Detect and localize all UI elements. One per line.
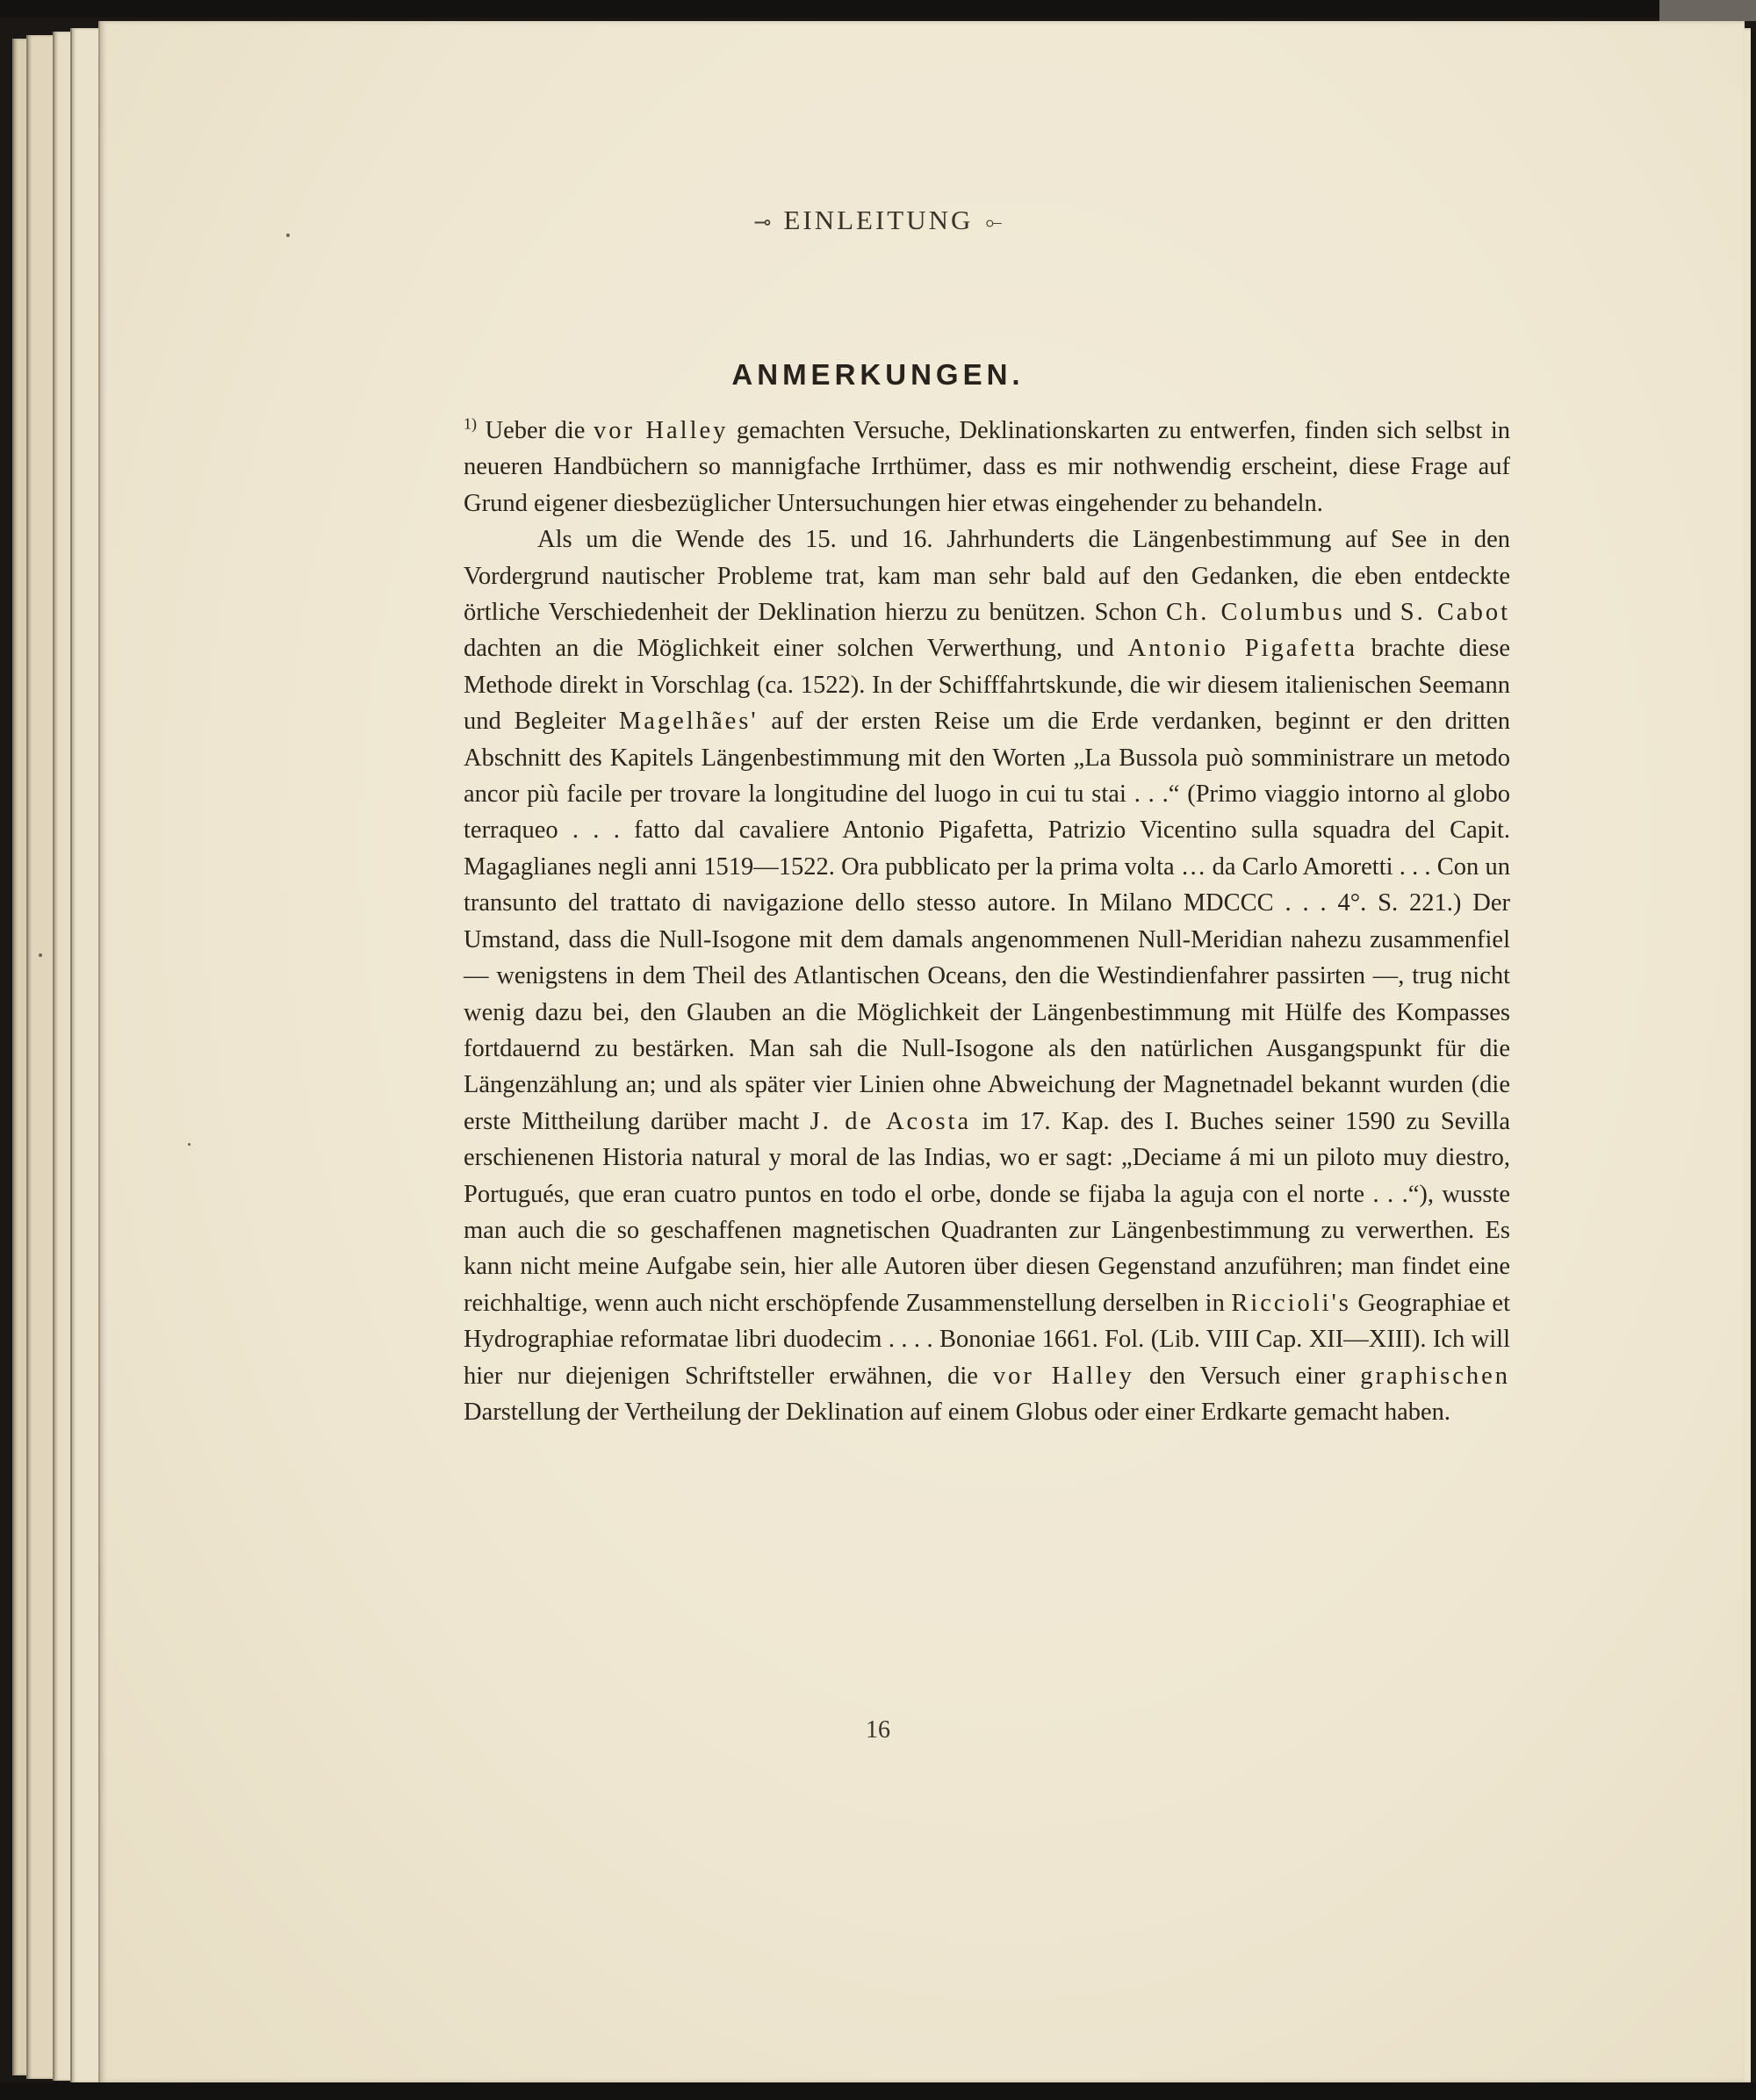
paper-speck (39, 953, 42, 957)
text-run: Geographiae et Hydrographiae reformatae libri duodecim . . . . Bononiae 1661. Fol. (Lib. VIII Cap. XII—XIII). Ich will hier nur diejenigen Schriftsteller erwähnen, die (464, 1289, 1510, 1390)
text-run: brachte diese Methode direkt in Vorschlag (ca. 1522). In der Schifffahrtskunde, die wir diesem italienischen Seemann und Begleiter (464, 635, 1511, 736)
footnote-mark: 1) (464, 414, 477, 433)
paragraph (464, 521, 1510, 1430)
running-head-text: EINLEITUNG (783, 205, 974, 235)
spaced-name: Magelhães' (618, 708, 759, 736)
text-run: gemachten Versuche, Deklinationskarten zu entwerfen, finden sich selbst in neueren Handbüchern so mannigfache Irrthümer, dass es mir nothwendig erscheint, diese Frage auf Grund eigener diesbezüglicher Untersuchungen hier etwas eingehender zu behandeln. (464, 417, 1510, 517)
spaced-name: Ch. Columbus (1166, 599, 1345, 627)
running-head (0, 205, 1756, 236)
text-run: Ueber die (485, 417, 594, 444)
text-run: auf der ersten Reise um die Erde verdanken, beginnt er den dritten Abschnitt des Kapitels Längenbestimmung mit den Worten „La Bussola può somministrare un metodo ancor più facile per trovare la longitudine del luogo in cui tu stai . . .“ (Primo viaggio intorno al globo terraqueo . . . fatto dal cavaliere Antonio Pigafetta, Patrizio Vicentino sulla squadra del Capit. Magaglianes negli anni 1519—1522. Ora pubblicato per la prima volta … da Carlo Amoretti . . . Con un transunto del trattato di navigazione dello stesso autore. In Milano MDCCC . . . 4°. S. 221.) Der Umstand, dass die Null-Isogone mit dem damals angenommenen Null-Meridian nahezu zusammenfiel — wenigstens in dem Theil des Atlantischen Oceans, den die Westindienfahrer passirten —, trug nicht wenig dazu bei, den Glauben an die Möglichkeit der Längenbestimmung mit Hülfe des Kompasses fortdauernd zu bestärken. Man sah die Null-Isogone als den natürlichen Ausgangspunkt für die Längenzählung an; und als später vier Linien ohne Abweichung der Magnetnadel bekannt wurden (die erste Mittheilung darüber macht (464, 708, 1510, 1135)
spaced-name: J. de Acosta (810, 1107, 972, 1135)
spaced-name: vor Halley (992, 1362, 1134, 1390)
section-title: ANMERKUNGEN. (731, 358, 1025, 391)
text-run: Darstellung der Vertheilung der Deklination auf einem Globus oder einer Erdkarte gemacht haben. (464, 1398, 1451, 1426)
spaced-name: graphischen (1360, 1362, 1510, 1390)
spaced-name: S. Cabot (1400, 599, 1510, 627)
spaced-name: vor Halley (593, 417, 729, 444)
ornament-right-icon: ⟜ (985, 212, 1003, 234)
text-run: dachten an die Möglichkeit einer solchen Verwerthung, und (464, 635, 1128, 663)
spaced-name: Riccioli's (1231, 1289, 1351, 1317)
footnote-body (464, 413, 1510, 1430)
text-run: und (1344, 599, 1400, 627)
scanner-background-bottom (0, 2082, 1756, 2100)
scanner-background-top (0, 0, 1756, 18)
text-run: Als um die Wende des 15. und 16. Jahrhunderts die Längenbestimmung auf See in den Vordergrund nautischer Probleme trat, kam man sehr bald auf den Gedanken, die eben entdeckte örtliche Verschiedenheit der Deklination hierzu zu benützen. Schon (464, 526, 1510, 627)
text-run: im 17. Kap. des I. Buches seiner 1590 zu Sevilla erschienenen Historia natural y moral de las Indias, wo er sagt: „Deciame á mi un piloto muy diestro, Portugués, que eran cuatro puntos en todo el orbe, donde se fijaba la aguja con el norte . . .“), wusste man auch die so geschaffenen magnetischen Quadranten zur Längenbestimmung zu verwerthen. Es kann nicht meine Aufgabe sein, hier alle Autoren über diesen Gegenstand anzuführen; man findet eine reichhaltige, wenn auch nicht erschöpfende Zusammenstellung derselben in (464, 1107, 1510, 1317)
paper-speck (188, 1143, 191, 1146)
ornament-left-icon: ⊸ (753, 212, 772, 234)
spaced-name: Antonio Pigafetta (1127, 635, 1358, 663)
scanner-background-corner (1659, 0, 1756, 21)
paragraph (464, 413, 1510, 521)
text-run: den Versuch einer (1133, 1362, 1361, 1390)
page-number: 16 (866, 1716, 890, 1744)
